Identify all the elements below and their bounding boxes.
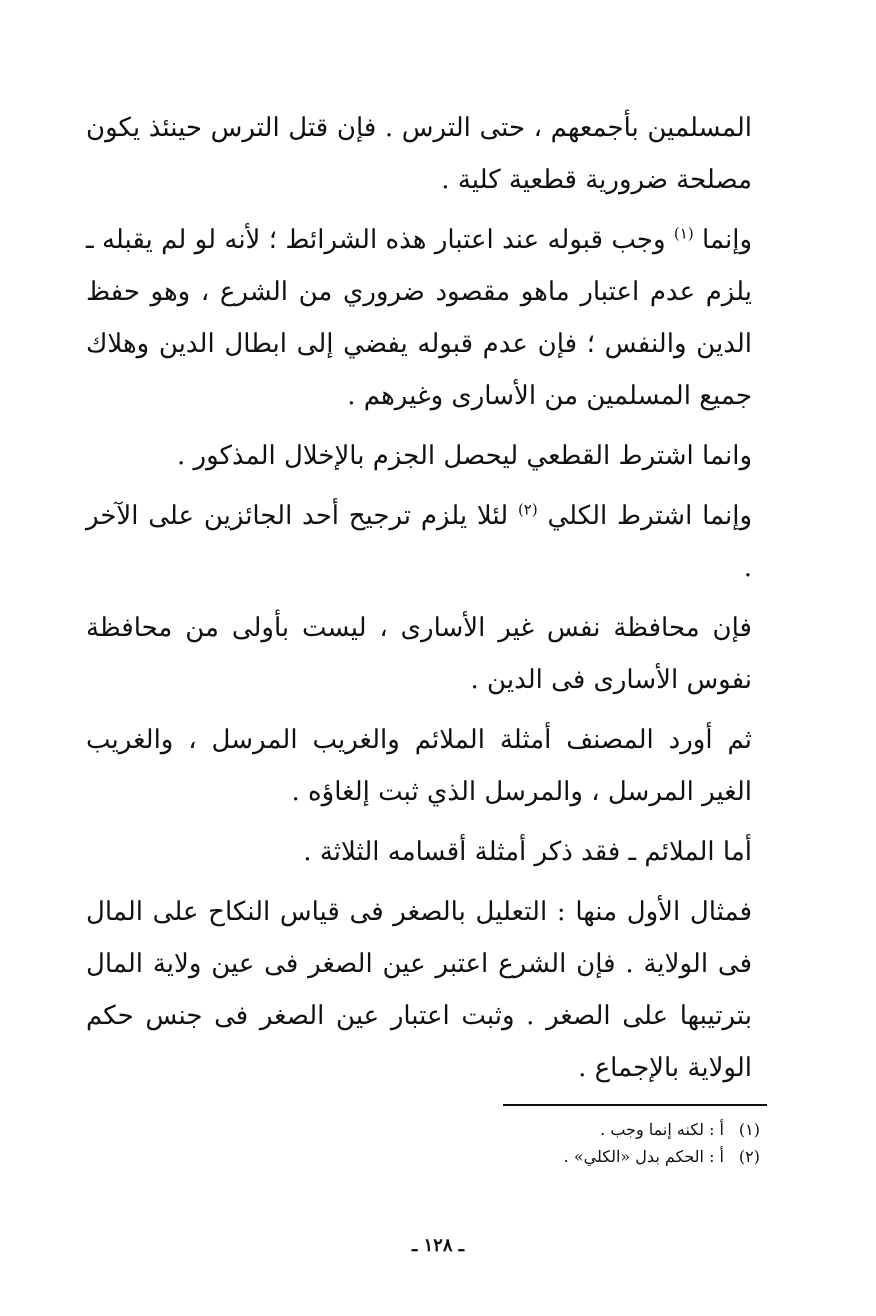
footnote-1-text: أ : لكنه إنما وجب .	[600, 1120, 724, 1139]
footnote-2-number: (٢)	[738, 1147, 760, 1166]
footnote-1-number: (١)	[738, 1120, 760, 1139]
paragraph-4-cont: الآخر .	[86, 501, 752, 583]
paragraph-2	[86, 214, 752, 422]
paragraph-4-rest: لئلا يلزم ترجيح أحد الجائزين على	[148, 501, 509, 531]
main-text	[86, 102, 752, 1102]
paragraph-4	[86, 490, 752, 594]
footnote-2	[300, 1143, 760, 1170]
paragraph-1: المسلمين بأجمعهم ، حتى الترس . فإن قتل الترس حينئذ يكون مصلحة ضرورية قطعية كلية .	[86, 113, 752, 195]
footnote-divider	[503, 1104, 767, 1106]
paragraph-4-lead: وإنما اشترط الكلي	[547, 501, 753, 531]
paragraph-7: أما الملائم ـ فقد ذكر أمثلة أقسامه الثلاثة .	[303, 837, 752, 867]
paragraph-6: ثم أورد المصنف أمثلة الملائم والغريب المرسل ، والغريب الغير المرسل ، والمرسل الذي ثبت إلغاؤه .	[86, 725, 752, 807]
paragraph-3: وانما اشترط القطعي ليحصل الجزم بالإخلال المذكور .	[177, 441, 752, 471]
footnote-ref-2[interactable]: (٢)	[517, 500, 538, 519]
paragraph-5: فإن محافظة نفس غير الأسارى ، ليست بأولى من محافظة نفوس الأسارى فى الدين .	[86, 613, 752, 695]
footnotes	[300, 1116, 760, 1170]
footnote-2-text: أ : الحكم بدل «الكلي» .	[563, 1147, 724, 1166]
paragraph-8: فمثال الأول منها : التعليل بالصغر فى قياس النكاح على المال فى الولاية . فإن الشرع اعتبر عين الصغر فى عين ولاية المال بترتيبها على الصغر . وثبت اعتبار عين الصغر فى جنس حكم الولاية بالإجماع .	[86, 897, 752, 1083]
paragraph-2-rest: وجب قبوله عند اعتبار هذه الشرائط ؛ لأنه لو لم	[161, 225, 666, 255]
page-number: ـ ١٢٨ ـ	[411, 1235, 465, 1256]
paragraph-2-cont: يقبله ـ يلزم عدم اعتبار ماهو مقصود ضروري من الشرع ، وهو حفظ الدين والنفس ؛ فإن عدم قبوله يفضي إلى ابطال الدين وهلاك جميع المسلمين من الأسارى وغيرهم .	[86, 225, 752, 411]
footnote-ref-1[interactable]: (١)	[673, 224, 694, 243]
paragraph-2-lead: وإنما	[702, 225, 753, 255]
footnote-1	[300, 1116, 760, 1143]
